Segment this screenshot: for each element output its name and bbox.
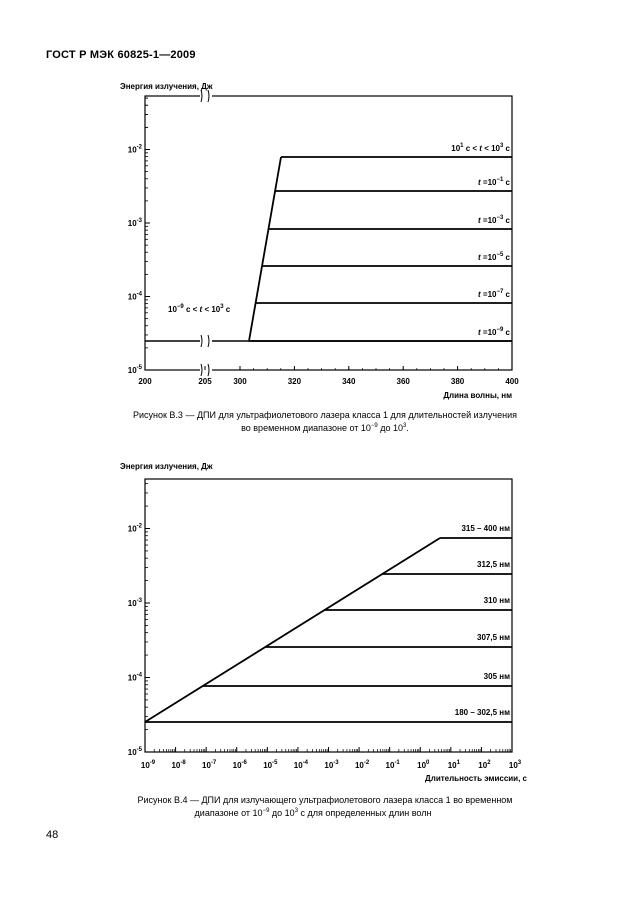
plateau-label: 307,5 нм bbox=[477, 633, 510, 642]
x-tick-exp: -8 bbox=[180, 760, 186, 766]
x-tick-exp: -7 bbox=[210, 760, 217, 766]
figure-caption-line1: Рисунок В.4 — ДПИ для излучающего ультрафиолетового лазера класса 1 во временном bbox=[137, 795, 513, 805]
y-tick-label-base: 10 bbox=[127, 219, 137, 228]
x-tick-base: 10 bbox=[171, 761, 181, 770]
x-tick-base: 10 bbox=[354, 761, 364, 770]
x-tick-base: 10 bbox=[385, 761, 395, 770]
x-tick-base: 10 bbox=[263, 761, 273, 770]
plateau-label-part: 3 bbox=[499, 143, 504, 149]
x-tick-label: 340 bbox=[342, 377, 356, 386]
y-tick-label-exp: -4 bbox=[136, 291, 142, 298]
x-tick-label bbox=[294, 760, 309, 770]
x-tick-exp: 0 bbox=[426, 760, 430, 766]
plateau-label-part: c bbox=[503, 144, 510, 153]
plateau-label-part: t bbox=[479, 144, 482, 153]
plateau-label-part: −7 bbox=[496, 289, 504, 295]
y-tick-label-exp: -3 bbox=[136, 218, 142, 224]
y-tick-label-exp: -5 bbox=[136, 365, 142, 371]
y-axis-title: Энергия излучения, Дж bbox=[120, 462, 213, 471]
plateau-label-part: c bbox=[503, 328, 510, 337]
y-tick-label-base: 10 bbox=[127, 524, 137, 534]
x-tick-base: 10 bbox=[202, 761, 211, 770]
document-header: ГОСТ Р МЭК 60825-1—2009 bbox=[46, 49, 196, 61]
x-tick-label: 360 bbox=[396, 377, 410, 386]
x-tick-label: 400 bbox=[505, 377, 519, 386]
range-annotation-part: 3 bbox=[220, 304, 224, 310]
x-tick-base: 10 bbox=[508, 761, 518, 770]
plateau-label-part: c < bbox=[463, 144, 480, 153]
x-tick-base: 10 bbox=[140, 761, 150, 770]
plateau-label-part: =10 bbox=[480, 216, 497, 225]
plateau-label-part: c bbox=[503, 290, 510, 299]
x-axis-title: Длина волны, нм bbox=[443, 391, 512, 400]
x-tick-label bbox=[478, 760, 491, 770]
plateau-label-part: t bbox=[478, 253, 481, 262]
x-tick-label: 380 bbox=[450, 377, 465, 386]
x-tick-base: 10 bbox=[417, 761, 427, 770]
y-tick-label-base: 10 bbox=[127, 145, 137, 155]
x-tick-base: 10 bbox=[478, 761, 488, 770]
plateau-label-part: 1 bbox=[460, 143, 464, 149]
y-tick-label-base: 10 bbox=[127, 748, 137, 757]
range-annotation-part: c < bbox=[183, 305, 200, 314]
plateau-label: 310 нм bbox=[483, 596, 510, 605]
plateau-label-part: c bbox=[503, 216, 510, 225]
plateau-label-part: t bbox=[478, 216, 481, 225]
plateau-label: 180 – 302,5 нм bbox=[454, 708, 510, 717]
rising-edge-line bbox=[145, 538, 440, 722]
plateau-label-part: =10 bbox=[480, 290, 497, 299]
range-annotation-part: < 10 bbox=[202, 305, 221, 314]
plateau-label-part: −5 bbox=[496, 252, 504, 258]
figure-caption-line2-part: −9 bbox=[262, 808, 270, 814]
plateau-label-part: =10 bbox=[480, 178, 497, 187]
plateau-label-part: =10 bbox=[480, 253, 497, 262]
y-tick-label-exp: -2 bbox=[136, 144, 142, 151]
x-tick-label bbox=[263, 760, 278, 770]
x-tick-exp: -5 bbox=[272, 760, 278, 766]
x-tick-exp: 1 bbox=[456, 760, 460, 766]
plateau-label-part: 10 bbox=[451, 144, 461, 153]
figure-caption-line2-part: −9 bbox=[370, 423, 378, 429]
y-tick-label bbox=[128, 673, 143, 683]
y-tick-label-exp: -3 bbox=[136, 598, 142, 604]
figure-caption-line2-part: до 10 bbox=[269, 808, 295, 818]
plateau-label-part: =10 bbox=[480, 328, 497, 337]
plateau-label-part: −9 bbox=[496, 327, 504, 333]
x-axis-title: Длительность эмиссии, с bbox=[425, 774, 527, 783]
plateau-label-part: −3 bbox=[496, 215, 504, 221]
y-tick-label-base: 10 bbox=[127, 292, 137, 302]
range-annotation-part: 10 bbox=[168, 305, 177, 314]
plateau-label-part: < 10 bbox=[481, 144, 500, 153]
x-tick-exp: 3 bbox=[517, 760, 522, 766]
x-tick-label bbox=[509, 760, 522, 770]
y-tick-label bbox=[128, 747, 143, 757]
figure-caption-line1: Рисунок В.3 — ДПИ для ультрафиолетового лазера класса 1 для длительностей излучения bbox=[132, 410, 518, 420]
plateau-label-part: c bbox=[503, 178, 510, 187]
x-tick-label bbox=[233, 760, 248, 770]
x-tick-base: 10 bbox=[447, 761, 457, 770]
x-tick-exp: -2 bbox=[363, 760, 370, 766]
figure-caption-line2-part: до 10 bbox=[377, 423, 404, 433]
x-tick-label bbox=[386, 760, 401, 770]
page-number: 48 bbox=[46, 829, 59, 841]
x-tick-label bbox=[171, 760, 186, 770]
plateau-label: 305 нм bbox=[483, 672, 510, 681]
y-tick-label bbox=[128, 598, 143, 608]
x-tick-label bbox=[448, 760, 461, 770]
x-tick-label bbox=[141, 760, 156, 770]
range-annotation-part: −9 bbox=[176, 304, 184, 310]
y-axis-title: Энергия излучения, Дж bbox=[120, 82, 213, 91]
x-tick-label: 300 bbox=[233, 377, 247, 386]
range-annotation-part: t bbox=[199, 305, 203, 314]
x-tick-exp: -6 bbox=[241, 760, 247, 766]
y-tick-label bbox=[128, 524, 143, 534]
x-tick-label bbox=[202, 760, 217, 770]
figure-caption-line2-part: 3 bbox=[403, 423, 407, 429]
x-tick-base: 10 bbox=[324, 761, 334, 770]
x-tick-exp: -4 bbox=[302, 760, 309, 766]
x-tick-exp: -3 bbox=[333, 760, 339, 766]
plateau-label-part: c bbox=[503, 253, 510, 262]
y-tick-label-exp: -4 bbox=[136, 672, 142, 679]
figure-caption-line2-part: во временном диапазоне от 10 bbox=[241, 423, 371, 433]
figure-caption-line2-part: 3 bbox=[294, 808, 299, 814]
plateau-label-part: t bbox=[478, 178, 481, 187]
x-tick-base: 10 bbox=[293, 761, 303, 770]
x-tick-exp: -9 bbox=[149, 760, 156, 766]
y-tick-label-base: 10 bbox=[127, 599, 137, 608]
x-tick-label bbox=[355, 760, 370, 770]
y-tick-label-base: 10 bbox=[127, 673, 137, 683]
y-tick-label-exp: -2 bbox=[136, 523, 142, 530]
x-tick-exp: -1 bbox=[394, 760, 400, 766]
x-tick-label: 320 bbox=[287, 377, 302, 386]
y-tick-label-exp: -5 bbox=[136, 747, 142, 753]
figure-caption-line2-part: с для определенных длин волн bbox=[298, 808, 432, 818]
x-tick-label: 205 bbox=[198, 377, 212, 386]
x-tick-label bbox=[417, 760, 430, 770]
plateau-label-part: −1 bbox=[496, 177, 504, 183]
y-tick-label-base: 10 bbox=[127, 366, 137, 375]
plateau-label-part: t bbox=[478, 290, 481, 299]
range-annotation-part: c bbox=[223, 305, 231, 314]
figure-caption-line2 bbox=[195, 808, 432, 818]
x-tick-base: 10 bbox=[232, 761, 242, 770]
x-tick-label: 200 bbox=[138, 377, 152, 386]
plateau-label: 315 – 400 нм bbox=[461, 524, 510, 533]
plateau-label-part: t bbox=[478, 328, 481, 337]
x-tick-exp: 2 bbox=[487, 760, 491, 766]
x-tick-label bbox=[324, 760, 339, 770]
plateau-label: 312,5 нм bbox=[477, 560, 510, 569]
figure-caption-line2-part: . bbox=[406, 423, 409, 433]
figure-caption-line2-part: диапазоне от 10 bbox=[194, 808, 263, 818]
